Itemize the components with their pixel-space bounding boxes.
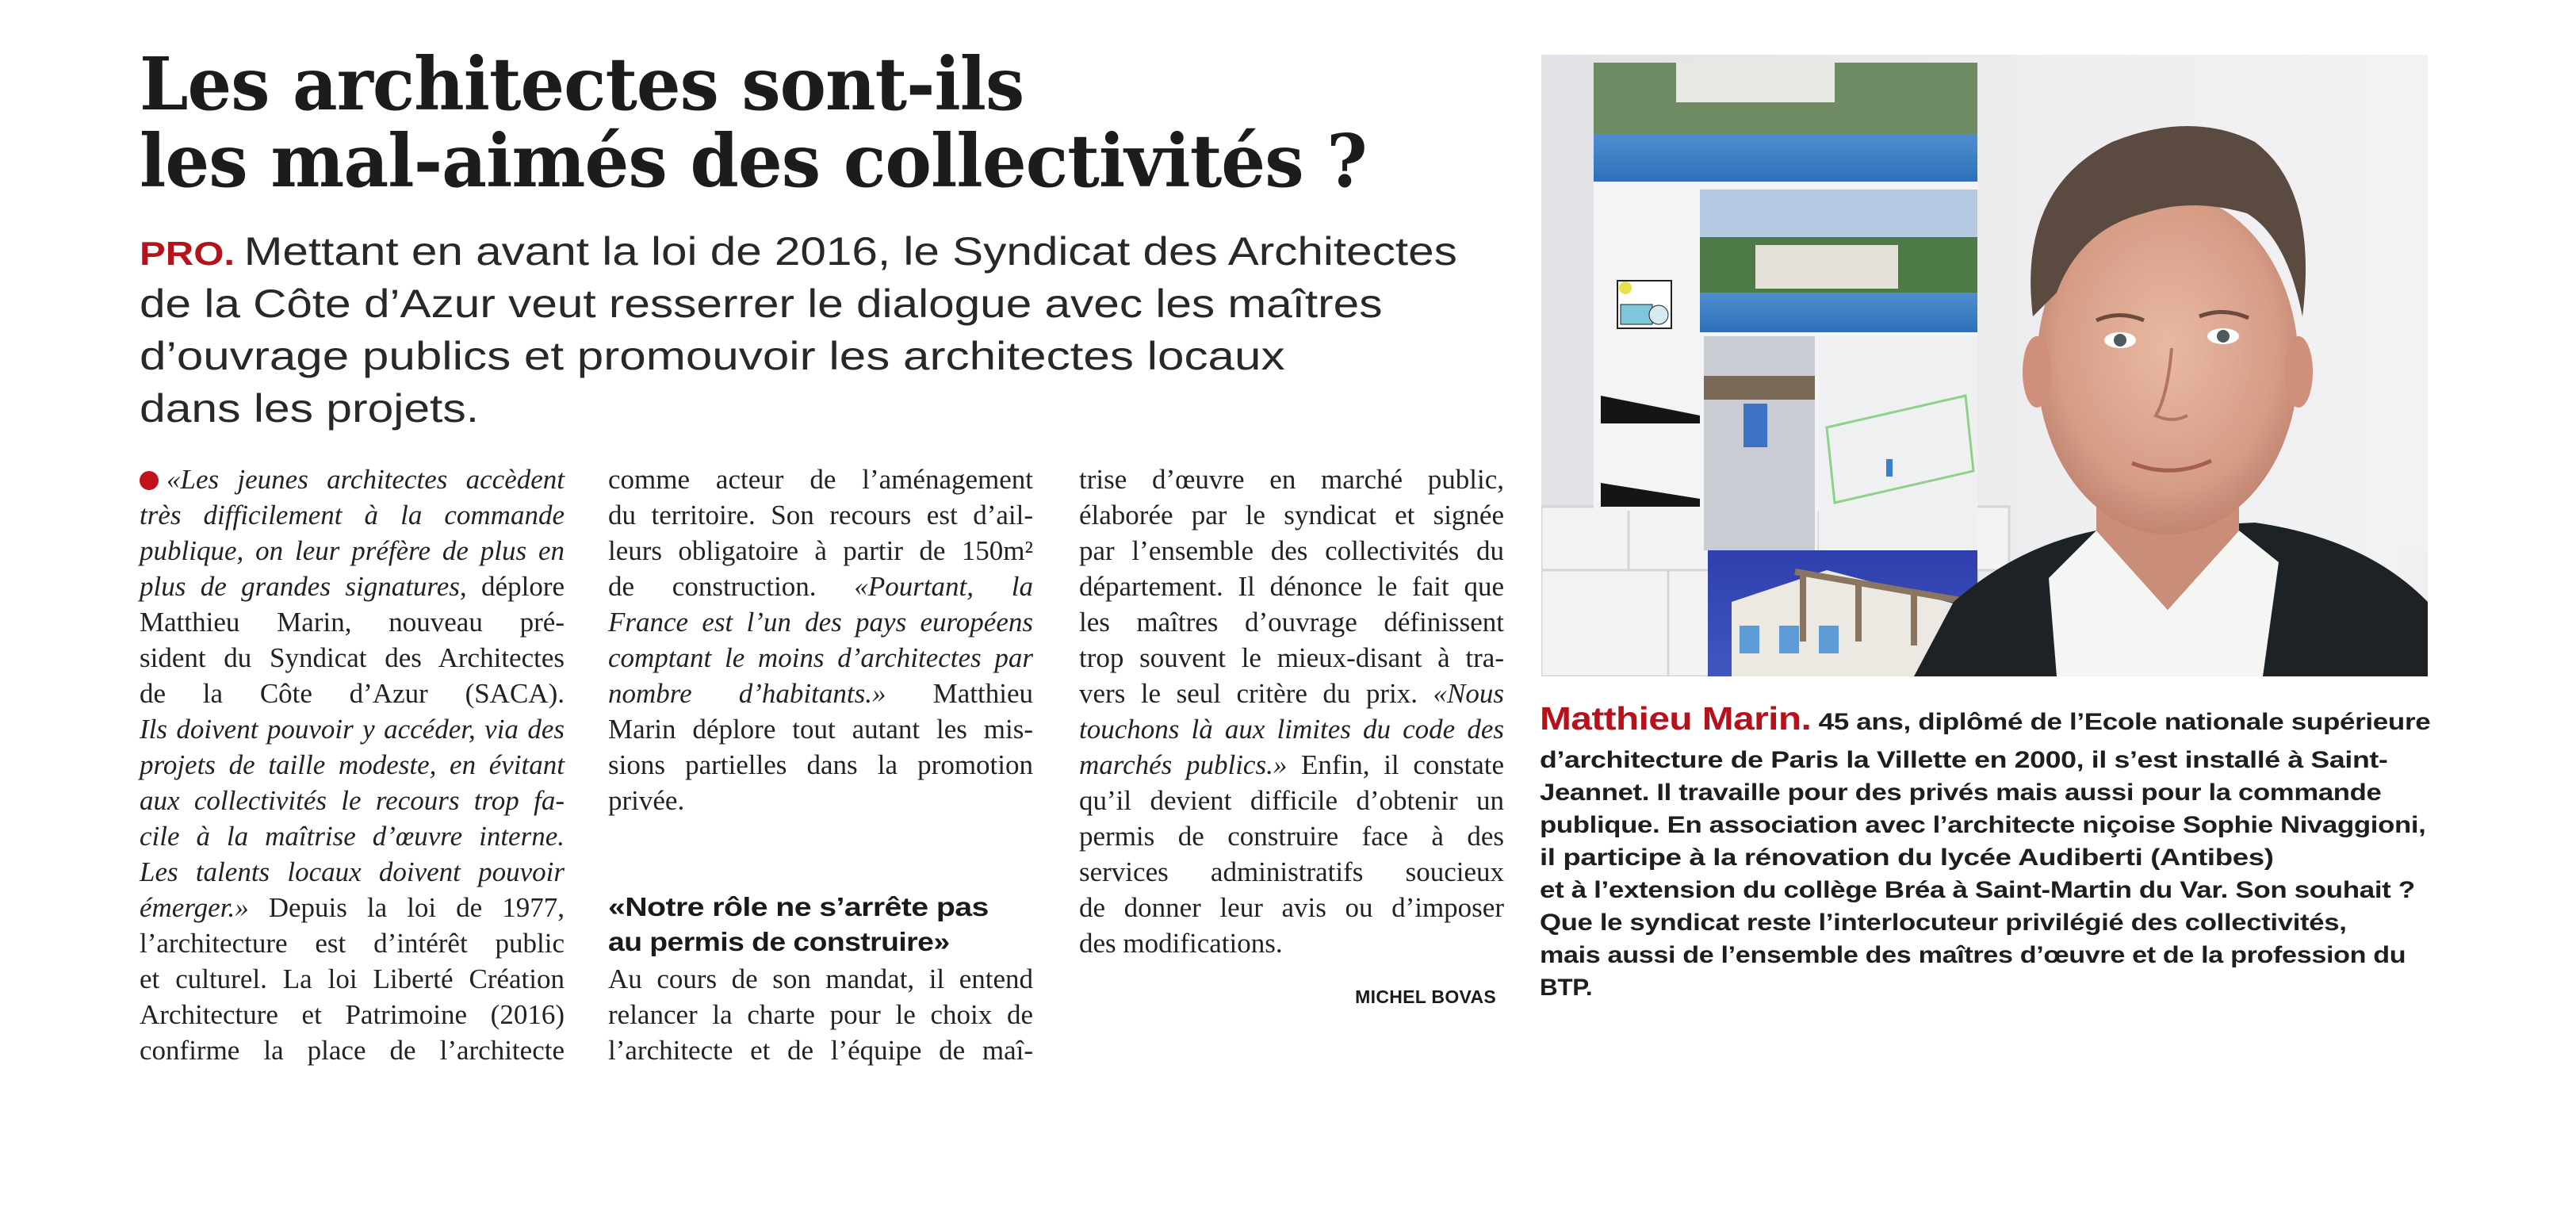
text-line xyxy=(608,961,1033,997)
headline-line-2: les mal-aimés des collectivités ? xyxy=(140,118,1367,204)
text-line xyxy=(1079,569,1504,604)
body-text: Depuis la loi de 1977, xyxy=(248,892,565,923)
text-line xyxy=(1079,818,1504,854)
quote-text: «Pourtant, la xyxy=(854,571,1033,602)
portrait-photo xyxy=(1541,55,2428,676)
quote-text: émerger.» xyxy=(140,892,249,923)
subheading-line-1: «Notre rôle ne s’arrête pas xyxy=(608,892,989,921)
text-line xyxy=(140,783,565,818)
text-line xyxy=(140,818,565,854)
body-text: sions partielles dans la promotion xyxy=(608,749,1033,780)
deck-line-1 xyxy=(140,229,1457,274)
body-text: du territoire. Son recours est d’ail- xyxy=(608,500,1033,530)
body-text: trise d’œuvre en marché public, xyxy=(1079,464,1504,495)
body-text: permis de construire face à des xyxy=(1079,821,1504,852)
body-text: leurs obligatoire à partir de 150m² xyxy=(608,535,1033,566)
body-text: services administratifs soucieux xyxy=(1079,856,1504,887)
subheading-line-2: au permis de construire» xyxy=(608,927,950,956)
caption-line-3: Jeannet. Il travaille pour des privés mais aussi pour la commande xyxy=(1540,779,2382,806)
quote-text: publique, on leur préfère de plus en xyxy=(140,535,565,566)
text-line xyxy=(1079,747,1504,783)
body-text: élaborée par le syndicat et signée xyxy=(1079,500,1504,530)
text-line xyxy=(1079,462,1504,497)
quote-text: comptant le moins d’architectes par xyxy=(608,642,1033,673)
text-line xyxy=(608,497,1033,533)
caption-line-1 xyxy=(1540,700,2431,738)
text-line xyxy=(608,997,1033,1032)
text-line xyxy=(140,925,565,961)
text-line xyxy=(140,604,565,640)
text-line xyxy=(140,676,565,711)
quote-text: «Nous xyxy=(1433,678,1504,709)
caption-text: 45 ans, diplômé de l’Ecole nationale supérieure xyxy=(1818,709,2431,735)
caption-name: Matthieu Marin. xyxy=(1540,700,1812,737)
body-text: Enfin, il constate xyxy=(1287,749,1504,780)
quote-text: marchés publics.» xyxy=(1079,749,1288,780)
text-line xyxy=(608,1032,1033,1068)
quote-text: nombre d’habitants.» xyxy=(608,678,886,709)
text-line xyxy=(608,462,1033,497)
text-line xyxy=(1079,783,1504,818)
body-text: trop souvent le mieux-disant à tra- xyxy=(1079,642,1504,673)
text-line xyxy=(1079,533,1504,569)
quote-text: plus de grandes signatures, xyxy=(140,571,467,602)
text-line xyxy=(608,747,1033,783)
text-line xyxy=(140,569,565,604)
caption-line-9: BTP. xyxy=(1540,975,1593,1001)
text-line xyxy=(140,997,565,1032)
text-line xyxy=(608,569,1033,604)
caption-line-4: publique. En association avec l’architecte niçoise Sophie Nivaggioni, xyxy=(1540,812,2426,838)
deck-line-4: dans les projets. xyxy=(140,386,480,431)
quote-text: France est l’un des pays européens xyxy=(608,607,1033,638)
body-text: qu’il devient difficile d’obtenir un xyxy=(1079,785,1504,816)
text-line xyxy=(140,961,565,997)
text-line xyxy=(1079,890,1504,925)
text-line xyxy=(608,711,1033,747)
subheading xyxy=(608,890,1033,961)
text-line xyxy=(1079,676,1504,711)
quote-text: Ils doivent pouvoir y accéder, via des xyxy=(140,714,565,745)
caption-line-7: Que le syndicat reste l’interlocuteur privilégié des collectivités, xyxy=(1540,910,2347,936)
portrait-photo-illustration xyxy=(1541,55,2428,676)
text-line xyxy=(140,462,565,497)
body-text: par l’ensemble des collectivités du xyxy=(1079,535,1504,566)
quote-text: très difficilement à la commande xyxy=(140,500,565,530)
text-line xyxy=(140,1032,565,1068)
text-line xyxy=(1079,604,1504,640)
text-line xyxy=(608,783,1033,818)
text-line xyxy=(1079,497,1504,533)
text-line xyxy=(140,711,565,747)
caption-line-5: il participe à la rénovation du lycée Audiberti (Antibes) xyxy=(1540,845,2274,871)
body-text: et culturel. La loi Liberté Création xyxy=(140,963,565,994)
deck-line-2: de la Côte d’Azur veut resserrer le dialogue avec les maîtres xyxy=(140,282,1383,326)
body-text: l’architecture est d’intérêt public xyxy=(140,928,565,959)
body-text: de la Côte d’Azur (SACA). xyxy=(140,678,565,709)
body-text: l’architecte et de l’équipe de maî- xyxy=(608,1035,1033,1066)
text-line xyxy=(608,604,1033,640)
body-text: privée. xyxy=(608,785,685,816)
text-line xyxy=(1079,640,1504,676)
body-text: Architecture et Patrimoine (2016) xyxy=(140,999,565,1030)
quote-text: touchons là aux limites du code des xyxy=(1079,714,1504,745)
body-text: les maîtres d’ouvrage définissent xyxy=(1079,607,1504,638)
kicker-pro: PRO. xyxy=(140,235,235,272)
text-line xyxy=(608,676,1033,711)
body-text: de construction. xyxy=(608,571,855,602)
headline-line-1: Les architectes sont-ils xyxy=(140,41,1024,127)
body-text: vers le seul critère du prix. xyxy=(1079,678,1433,709)
body-text: Matthieu Marin, nouveau pré- xyxy=(140,607,565,638)
deck-text: Mettant en avant la loi de 2016, le Syndicat des Architectes xyxy=(243,229,1457,274)
text-line xyxy=(140,747,565,783)
byline: MICHEL BOVAS xyxy=(1355,986,1496,1007)
text-line xyxy=(140,497,565,533)
body-text: sident du Syndicat des Architectes xyxy=(140,642,565,673)
text-line xyxy=(140,854,565,890)
body-text: déplore xyxy=(466,571,565,602)
body-text: confirme la place de l’architecte xyxy=(140,1035,565,1066)
quote-text: cile à la maîtrise d’œuvre interne. xyxy=(140,821,565,852)
quote-text: aux collectivités le recours trop fa- xyxy=(140,785,565,816)
body-text: Au cours de son mandat, il entend xyxy=(608,963,1033,994)
caption-line-2: d’architecture de Paris la Villette en 2000, il s’est installé à Saint- xyxy=(1540,747,2388,773)
body-text: relancer la charte pour le choix de xyxy=(608,999,1033,1030)
body-text: Marin déplore tout autant les mis- xyxy=(608,714,1033,745)
caption-line-8: mais aussi de l’ensemble des maîtres d’œuvre et de la profession du xyxy=(1540,942,2406,968)
body-column-3 xyxy=(1079,462,1504,1017)
body-text: des modifications. xyxy=(1079,928,1283,959)
body-text: comme acteur de l’aménagement xyxy=(608,464,1033,495)
text-line xyxy=(608,533,1033,569)
text-line xyxy=(1079,854,1504,890)
text-line xyxy=(1079,925,1504,961)
body-text: de donner leur avis ou d’imposer xyxy=(1079,892,1504,923)
text-line xyxy=(140,640,565,676)
quote-text: «Les jeunes architectes accèdent xyxy=(167,464,565,495)
bullet-dot-icon xyxy=(140,471,159,490)
quote-text: projets de taille modeste, en évitant xyxy=(140,749,565,780)
caption-line-6: et à l’extension du collège Bréa à Saint-Martin du Var. Son souhait ? xyxy=(1540,877,2415,903)
text-line xyxy=(140,890,565,925)
text-line xyxy=(140,533,565,569)
body-text: Matthieu xyxy=(886,678,1033,709)
quote-text: Les talents locaux doivent pouvoir xyxy=(140,856,565,887)
deck-line-3: d’ouvrage publics et promouvoir les architectes locaux xyxy=(140,334,1285,378)
body-text: département. Il dénonce le fait que xyxy=(1079,571,1504,602)
text-line xyxy=(608,640,1033,676)
text-line xyxy=(1079,711,1504,747)
